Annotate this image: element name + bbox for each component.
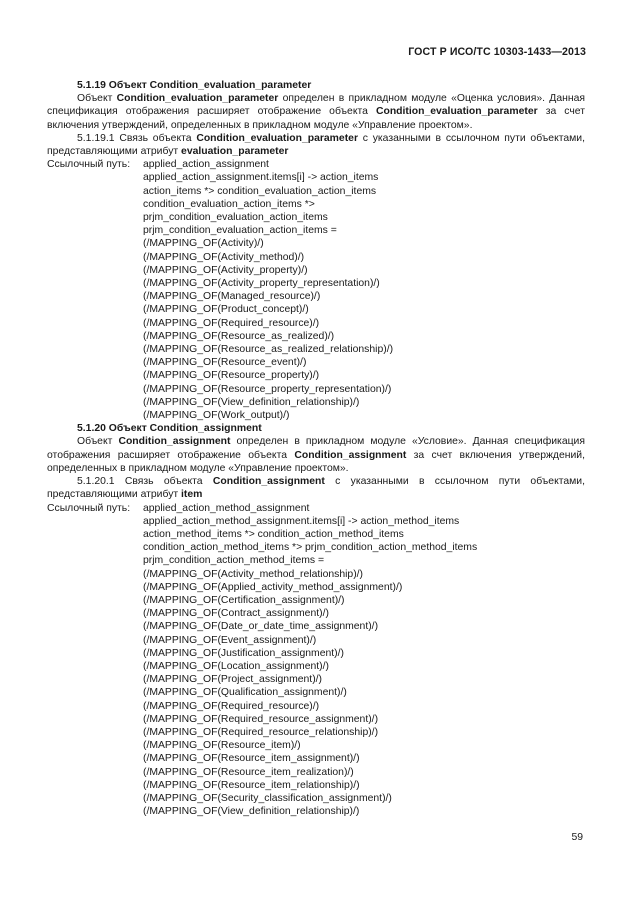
reference-path-line: condition_evaluation_action_items *> xyxy=(143,198,315,210)
reference-path-line: (/MAPPING_OF(Date_or_date_time_assignment)/) xyxy=(143,621,379,633)
bold-term: Condition_evaluation_parameter xyxy=(116,93,279,105)
reference-path-label: Ссылочный путь: xyxy=(47,159,131,171)
bold-term: Condition_evaluation_parameter xyxy=(196,132,358,144)
text-run: определен в прикладном модуле «Оценка условия». Данная спецификация отображения расширяет отображение объекта xyxy=(47,93,585,118)
text-run: Объект xyxy=(77,93,117,105)
reference-path-line: (/MAPPING_OF(Managed_resource)/) xyxy=(143,291,321,303)
reference-path-line: (/MAPPING_OF(Product_concept)/) xyxy=(143,304,309,316)
reference-path-line: applied_action_assignment xyxy=(143,159,269,171)
reference-path-line: (/MAPPING_OF(Qualification_assignment)/) xyxy=(143,687,347,699)
reference-path-line: (/MAPPING_OF(Resource_property_representation)/) xyxy=(143,383,392,395)
section-condition-evaluation-parameter xyxy=(47,79,585,422)
reference-path-line: (/MAPPING_OF(Required_resource)/) xyxy=(143,317,320,329)
reference-path-line: (/MAPPING_OF(Project_assignment)/) xyxy=(143,674,322,686)
standard-header: ГОСТ Р ИСО/ТС 10303-1433—2013 xyxy=(408,46,586,58)
reference-path xyxy=(47,158,585,422)
reference-path-line: (/MAPPING_OF(Contract_assignment)/) xyxy=(143,608,329,620)
reference-path-line: prjm_condition_evaluation_action_items xyxy=(143,212,328,224)
reference-path-line: (/MAPPING_OF(Security_classification_assignment)/) xyxy=(143,792,392,804)
reference-path-line: (/MAPPING_OF(Activity_property_representation)/) xyxy=(143,278,380,290)
text-run: определен в прикладном модуле «Условие». Данная спецификация отображения расширяет отображение объекта xyxy=(47,436,585,461)
text-run: Объект xyxy=(77,436,119,448)
reference-path-line: (/MAPPING_OF(Work_output)/) xyxy=(143,410,290,422)
subsection-paragraph xyxy=(47,132,585,158)
reference-path-line: action_items *> condition_evaluation_action_items xyxy=(143,185,377,197)
text-run: с указанными в ссылочном пути объектами, представляющими атрибут xyxy=(47,132,585,158)
section-heading: 5.1.19 Объект Condition_evaluation_parameter xyxy=(77,80,312,91)
text-run: за счет включения утверждений, определенных в прикладном модуле «Управление проектом». xyxy=(47,449,585,474)
text-run: за счет включения утверждений, определенных в прикладном модуле «Управление проектом». xyxy=(47,106,585,131)
reference-path-line: (/MAPPING_OF(Resource_item_assignment)/) xyxy=(143,753,360,765)
reference-path-line: prjm_condition_evaluation_action_items = xyxy=(143,225,337,237)
text-run: 5.1.20.1 Связь объекта xyxy=(77,476,213,488)
reference-path-line: (/MAPPING_OF(View_definition_relationship)/) xyxy=(143,806,360,818)
bold-term: Condition_assignment xyxy=(212,476,325,488)
reference-path-label: Ссылочный путь: xyxy=(47,502,131,514)
reference-path-line: applied_action_assignment.items[i] -> action_items xyxy=(143,172,379,184)
reference-path-lines xyxy=(143,502,477,819)
reference-path-lines xyxy=(143,158,393,422)
bold-term: Condition_assignment xyxy=(118,436,231,448)
page-number: 59 xyxy=(571,832,583,843)
reference-path-line: applied_action_method_assignment xyxy=(143,502,310,514)
text-run: с указанными в ссылочном пути объектами, представляющими атрибут xyxy=(47,476,585,501)
reference-path-line: (/MAPPING_OF(Resource_item)/) xyxy=(143,740,301,752)
intro-paragraph xyxy=(47,435,585,475)
reference-path-line: (/MAPPING_OF(Required_resource_relationship)/) xyxy=(143,726,379,738)
reference-path-line: (/MAPPING_OF(View_definition_relationship)/) xyxy=(143,396,360,408)
text-run: 5.1.19.1 Связь объекта xyxy=(77,132,197,144)
reference-path-line: (/MAPPING_OF(Activity_method_relationship)/) xyxy=(143,568,364,580)
section-condition-assignment xyxy=(47,422,585,818)
reference-path-line: (/MAPPING_OF(Justification_assignment)/) xyxy=(143,647,344,659)
reference-path-line: action_method_items *> condition_action_method_items xyxy=(143,528,404,540)
page-content xyxy=(47,79,585,818)
subsection-paragraph xyxy=(47,475,585,501)
reference-path-line: (/MAPPING_OF(Required_resource_assignment)/) xyxy=(143,713,379,725)
reference-path xyxy=(47,502,585,819)
reference-path-line: prjm_condition_action_method_items = xyxy=(143,555,325,567)
reference-path-line: (/MAPPING_OF(Event_assignment)/) xyxy=(143,634,317,646)
bold-term: item xyxy=(181,489,203,501)
reference-path-line: (/MAPPING_OF(Location_assignment)/) xyxy=(143,660,329,672)
intro-paragraph xyxy=(47,92,585,132)
reference-path-line: (/MAPPING_OF(Resource_event)/) xyxy=(143,357,307,369)
reference-path-line: (/MAPPING_OF(Activity)/) xyxy=(143,238,264,250)
reference-path-line: (/MAPPING_OF(Resource_property)/) xyxy=(143,370,320,382)
reference-path-line: (/MAPPING_OF(Applied_activity_method_assignment)/) xyxy=(143,581,403,593)
reference-path-line: (/MAPPING_OF(Resource_as_realized)/) xyxy=(143,330,335,342)
reference-path-line: (/MAPPING_OF(Certification_assignment)/) xyxy=(143,594,345,606)
reference-path-line: (/MAPPING_OF(Resource_item_realization)/) xyxy=(143,766,354,778)
reference-path-line: (/MAPPING_OF(Activity_property)/) xyxy=(143,264,308,276)
bold-term: evaluation_parameter xyxy=(181,146,289,158)
reference-path-line: (/MAPPING_OF(Activity_method)/) xyxy=(143,251,305,263)
section-heading: 5.1.20 Объект Condition_assignment xyxy=(77,423,262,435)
reference-path-line: condition_action_method_items *> prjm_condition_action_method_items xyxy=(143,542,478,554)
reference-path-line: (/MAPPING_OF(Required_resource)/) xyxy=(143,700,320,712)
reference-path-line: (/MAPPING_OF(Resource_as_realized_relationship)/) xyxy=(143,344,394,356)
reference-path-line: applied_action_method_assignment.items[i] -> action_method_items xyxy=(143,515,460,527)
bold-term: Condition_assignment xyxy=(294,449,407,461)
bold-term: Condition_evaluation_parameter xyxy=(375,106,538,118)
reference-path-line: (/MAPPING_OF(Resource_item_relationship)/) xyxy=(143,779,360,791)
